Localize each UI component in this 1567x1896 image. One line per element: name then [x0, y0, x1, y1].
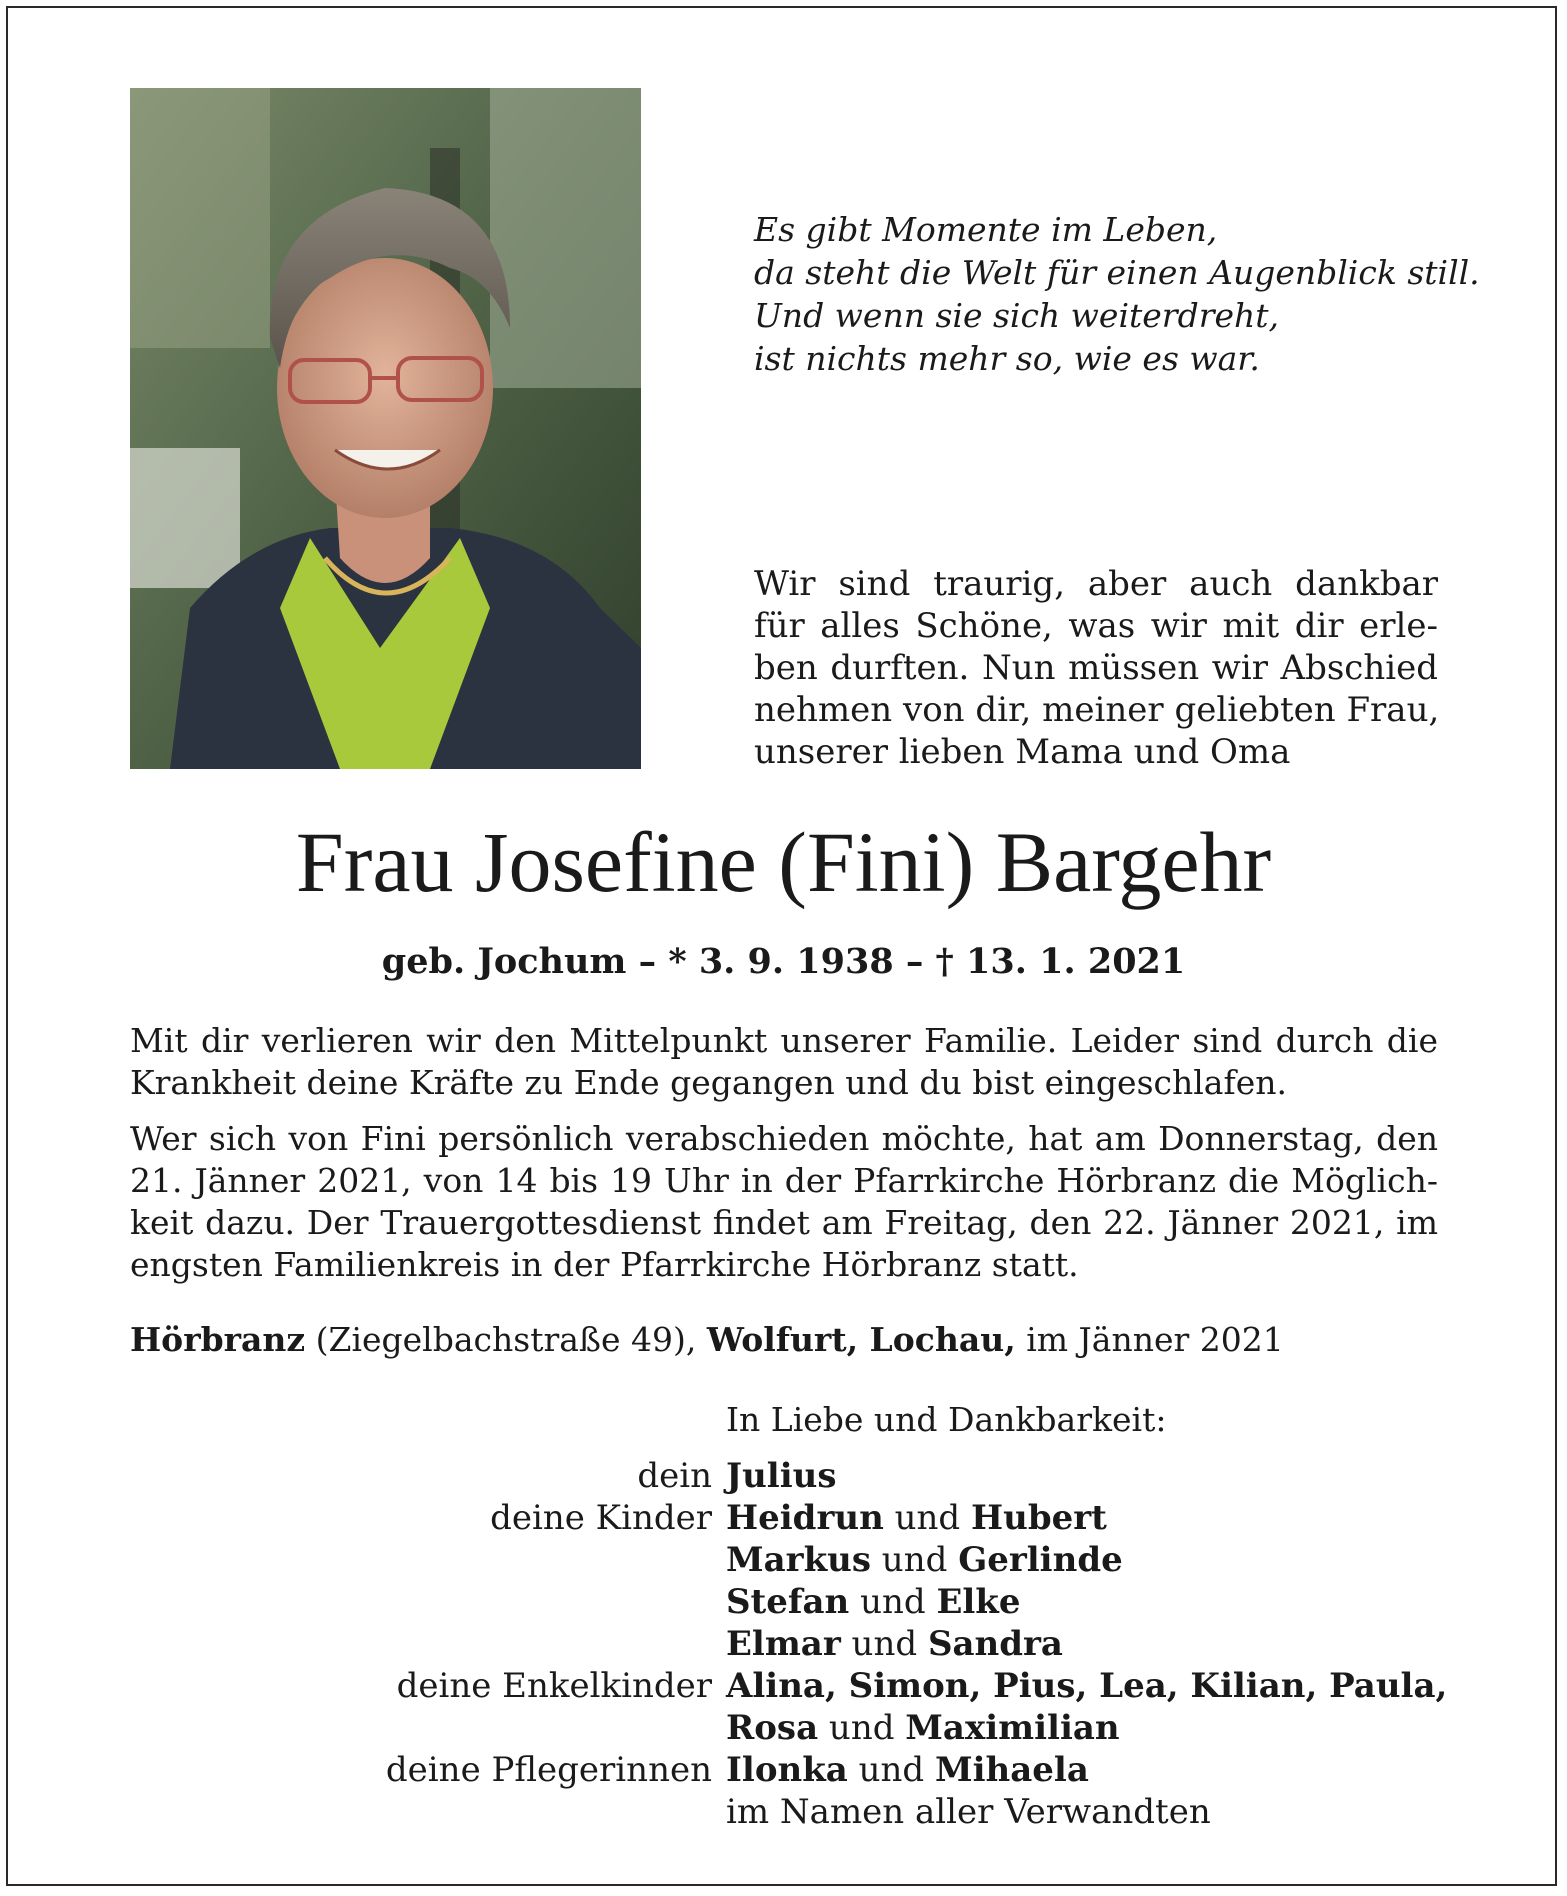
thanks-line: In Liebe und Dankbarkeit:	[726, 1400, 1167, 1439]
deceased-name: Frau Josefine (Fini) Bargehr	[295, 814, 1272, 910]
grandchildren-names: Alina, Simon, Pius, Lea, Kilian, Paula,	[726, 1666, 1448, 1706]
names-children	[726, 1581, 1021, 1623]
closing-line: im Namen aller Verwandten	[726, 1792, 1211, 1832]
intro-line: ben durften. Nun müssen wir Abschied	[754, 648, 1438, 688]
paragraph-line: Krankheit deine Kräfte zu Ende gegangen und du bist eingeschlafen.	[130, 1063, 1287, 1102]
poem-line: Und wenn sie sich weiterdreht,	[754, 296, 1280, 335]
place-others: Wolfurt, Lochau,	[706, 1320, 1016, 1359]
role-carers: deine Pflegerinnen	[385, 1750, 712, 1790]
portrait-photo	[130, 88, 641, 769]
names-husband	[726, 1455, 837, 1497]
child-partner-name: Elke	[936, 1582, 1021, 1622]
and-word: und	[883, 1498, 971, 1538]
role-grandchildren: deine Enkelkinder	[396, 1666, 712, 1706]
paragraph-line: engsten Familienkreis in der Pfarrkirche Hörbranz statt.	[130, 1245, 1079, 1284]
names-carers	[726, 1749, 1089, 1791]
names-children	[726, 1623, 1063, 1665]
child-name: Elmar	[726, 1624, 841, 1664]
paragraph-line: 21. Jänner 2021, von 14 bis 19 Uhr in der Pfarrkirche Hörbranz die Möglich-	[130, 1161, 1438, 1200]
paragraph-line: Mit dir verlieren wir den Mittelpunkt unserer Familie. Leider sind durch die	[130, 1021, 1438, 1060]
place-town: Hörbranz	[130, 1320, 306, 1359]
place-date: im Jänner 2021	[1015, 1320, 1284, 1359]
child-name: Heidrun	[726, 1498, 884, 1538]
and-word: und	[849, 1582, 937, 1622]
life-dates: geb. Jochum – * 3. 9. 1938 – † 13. 1. 2021	[381, 941, 1186, 982]
carer-name: Mihaela	[935, 1750, 1089, 1790]
intro-line: für alles Schöne, was wir mit dir erle-	[754, 606, 1438, 646]
role-husband: dein	[637, 1456, 712, 1496]
poem-line: Es gibt Momente im Leben,	[754, 210, 1218, 249]
poem	[754, 208, 1480, 380]
and-word: und	[871, 1540, 959, 1580]
and-word: und	[818, 1708, 906, 1748]
child-partner-name: Gerlinde	[958, 1540, 1123, 1580]
and-word: und	[847, 1750, 935, 1790]
intro-line: nehmen von dir, meiner geliebten Frau,	[754, 690, 1440, 730]
names-children	[726, 1497, 1107, 1539]
grandchild-name: Maximilian	[905, 1708, 1120, 1748]
paragraph-2	[130, 1118, 1438, 1286]
grandchild-name: Rosa	[726, 1708, 819, 1748]
paragraph-line: Wer sich von Fini persönlich verabschieden möchte, hat am Donnerstag, den	[130, 1119, 1438, 1158]
role-children: deine Kinder	[490, 1498, 712, 1538]
and-word: und	[840, 1624, 928, 1664]
poem-line: da steht die Welt für einen Augenblick still.	[754, 253, 1480, 292]
intro-line: unserer lieben Mama und Oma	[754, 732, 1291, 772]
place-date-line	[130, 1320, 1284, 1359]
carer-name: Ilonka	[726, 1750, 848, 1790]
poem-line: ist nichts mehr so, wie es war.	[754, 339, 1260, 378]
place-address: (Ziegelbachstraße 49),	[305, 1320, 707, 1359]
names-grandchildren	[726, 1665, 1447, 1707]
names-grandchildren	[726, 1707, 1120, 1749]
child-name: Stefan	[726, 1582, 850, 1622]
child-partner-name: Sandra	[927, 1624, 1063, 1664]
child-name: Markus	[726, 1540, 871, 1580]
names-children	[726, 1539, 1123, 1581]
paragraph-line: keit dazu. Der Trauergottesdienst findet am Freitag, den 22. Jänner 2021, im	[130, 1203, 1438, 1242]
child-partner-name: Hubert	[971, 1498, 1107, 1538]
paragraph-1	[130, 1020, 1438, 1104]
intro-text	[754, 563, 1438, 773]
name-husband: Julius	[726, 1456, 837, 1496]
intro-line: Wir sind traurig, aber auch dankbar	[754, 564, 1438, 604]
